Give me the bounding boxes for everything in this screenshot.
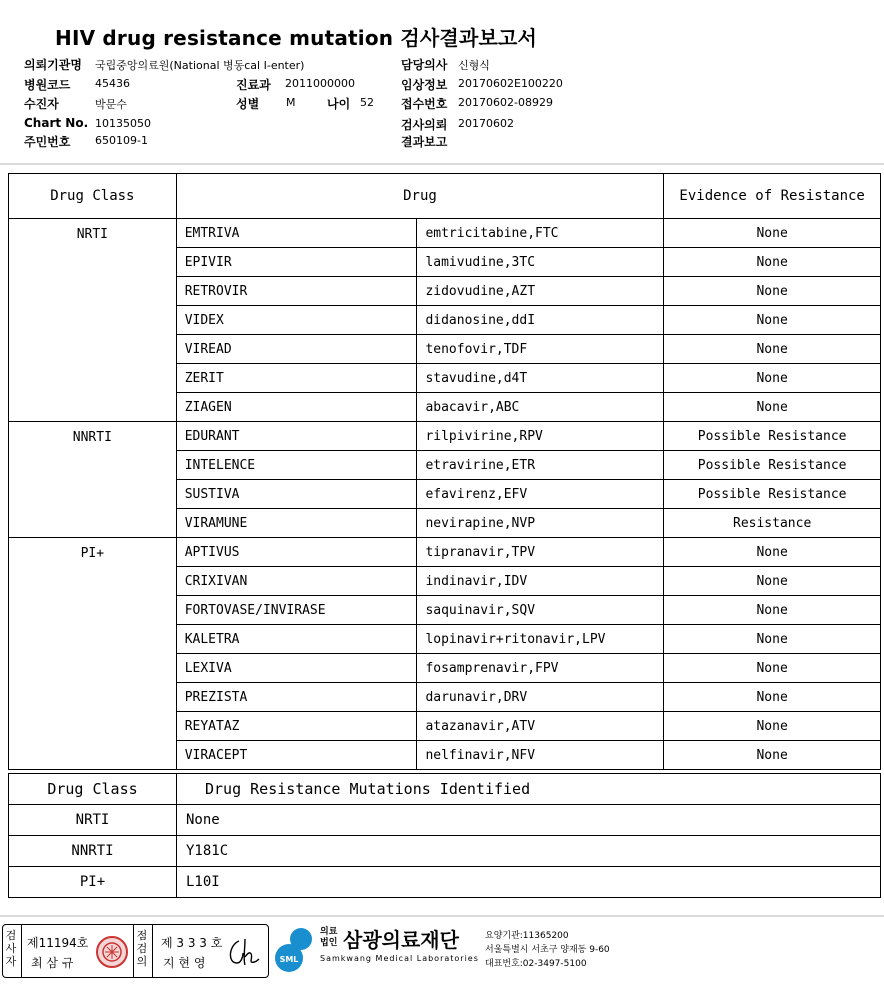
age-label: 나이 [327,97,351,111]
examiner-license: 제11194호 [27,936,89,950]
evidence-cell: Possible Resistance [664,422,881,451]
drug-class-cell: NNRTI [9,422,177,538]
generic-name-cell: nevirapine,NVP [417,509,664,538]
brand-name-cell: VIRAMUNE [176,509,417,538]
generic-name-cell: emtricitabine,FTC [417,219,664,248]
generic-name-cell: atazanavir,ATV [417,712,664,741]
org-prefix [320,927,337,949]
doctor-value: 신형식 [458,59,490,72]
brand-name-cell: VIDEX [176,306,417,335]
signature-icon [225,935,261,969]
evidence-cell: Possible Resistance [664,480,881,509]
generic-name-cell: stavudine,d4T [417,364,664,393]
generic-name-cell: etravirine,ETR [417,451,664,480]
mutation-drug-class-cell: NRTI [9,805,177,836]
brand-name-cell: FORTOVASE/INVIRASE [176,596,417,625]
resident-value: 650109-1 [95,134,148,147]
examiner-vertical-label: 검사자 [5,929,17,968]
brand-name-cell: VIRACEPT [176,741,417,770]
generic-name-cell: rilpivirine,RPV [417,422,664,451]
patient-label: 수진자 [24,97,59,111]
chart-label: Chart No. [24,116,89,130]
sex-value: M [286,96,296,109]
evidence-cell: None [664,277,881,306]
report-footer [0,917,884,988]
generic-name-cell: didanosine,ddI [417,306,664,335]
evidence-cell: None [664,625,881,654]
drug-row [9,538,881,567]
evidence-cell: None [664,712,881,741]
clinical-label: 임상정보 [401,78,448,92]
drug-class-header: Drug Class [9,174,177,219]
sml-logo-icon [271,925,315,975]
generic-name-cell: efavirenz,EFV [417,480,664,509]
brand-name-cell: PREZISTA [176,683,417,712]
evidence-header: Evidence of Resistance [664,174,881,219]
brand-name-cell: INTELENCE [176,451,417,480]
org-english-name: Samkwang Medical Laboratories [320,954,479,963]
mutations-header: Drug Resistance Mutations Identified [177,774,881,805]
org-address: 서울특별시 서초구 양재동 9-60 [485,945,610,955]
drug-row [9,219,881,248]
evidence-cell: None [664,654,881,683]
mutation-row [9,867,881,898]
org-phone: 대표번호:02-3497-5100 [485,959,587,969]
brand-name-cell: REYATAZ [176,712,417,741]
brand-name-cell: EMTRIVA [176,219,417,248]
report-header [0,0,884,164]
brand-name-cell: VIREAD [176,335,417,364]
mutation-table [8,773,881,898]
evidence-cell: None [664,306,881,335]
generic-name-cell: tipranavir,TPV [417,538,664,567]
brand-name-cell: EDURANT [176,422,417,451]
evidence-cell: None [664,741,881,770]
mutations-cell: L10I [177,867,881,898]
generic-name-cell: tenofovir,TDF [417,335,664,364]
request-value: 20170602 [458,117,514,130]
brand-name-cell: LEXIVA [176,654,417,683]
evidence-cell: None [664,683,881,712]
mutation-drug-class-cell: PI+ [9,867,177,898]
brand-name-cell: KALETRA [176,625,417,654]
evidence-cell: None [664,335,881,364]
hospital-code-label: 병원코드 [24,78,71,92]
hospital-code-value: 45436 [95,77,130,90]
brand-name-cell: SUSTIVA [176,480,417,509]
checker-name: 지 현 영 [163,956,206,970]
institution-value: 국립중앙의료원(National 병동cal I-enter) [95,59,305,72]
resistance-table [8,173,881,770]
checker-license: 제 3 3 3 호 [161,936,223,950]
institution-label: 의뢰기관명 [24,58,82,72]
evidence-cell: Resistance [664,509,881,538]
mutation-row [9,836,881,867]
brand-name-cell: RETROVIR [176,277,417,306]
chart-value: 10135050 [95,117,151,130]
logo-text: SML [279,955,299,964]
mutation-table-header [9,774,881,805]
clinical-value: 20170602E100220 [458,77,563,90]
drug-class-cell: PI+ [9,538,177,770]
evidence-cell: None [664,219,881,248]
mutation-drug-class-cell: NNRTI [9,836,177,867]
mutations-cell: Y181C [177,836,881,867]
evidence-cell: None [664,596,881,625]
patient-value: 박문수 [95,98,127,111]
evidence-cell: None [664,364,881,393]
mutations-cell: None [177,805,881,836]
generic-name-cell: zidovudine,AZT [417,277,664,306]
drug-row [9,422,881,451]
generic-name-cell: lopinavir+ritonavir,LPV [417,625,664,654]
generic-name-cell: darunavir,DRV [417,683,664,712]
report-title: HIV drug resistance mutation 검사결과보고서 [55,26,538,50]
drug-header: Drug [176,174,664,219]
generic-name-cell: nelfinavir,NFV [417,741,664,770]
org-prefix-top: 의료 [320,927,338,937]
resistance-table-header [9,174,881,219]
brand-name-cell: ZIAGEN [176,393,417,422]
dept-label: 진료과 [236,78,271,92]
result-label: 결과보고 [401,135,448,149]
brand-name-cell: EPIVIR [176,248,417,277]
evidence-cell: None [664,567,881,596]
evidence-cell: None [664,248,881,277]
dept-value: 2011000000 [285,77,355,90]
evidence-cell: Possible Resistance [664,451,881,480]
brand-name-cell: CRIXIVAN [176,567,417,596]
org-prefix-bottom: 법인 [320,938,338,948]
examiner-name: 최 삼 규 [31,956,74,970]
receipt-value: 20170602-08929 [458,96,553,109]
org-name: 삼광의료재단 [343,928,459,952]
checker-vertical-label: 점검의 [136,929,148,968]
request-label: 검사의뢰 [401,118,448,132]
evidence-cell: None [664,538,881,567]
brand-name-cell: ZERIT [176,364,417,393]
evidence-cell: None [664,393,881,422]
official-seal-icon [95,935,129,969]
age-value: 52 [360,96,374,109]
generic-name-cell: fosamprenavir,FPV [417,654,664,683]
signature-box [2,924,269,978]
mutation-drug-class-header: Drug Class [9,774,177,805]
drug-class-cell: NRTI [9,219,177,422]
generic-name-cell: indinavir,IDV [417,567,664,596]
care-code: 요양기관:11365200 [485,931,569,941]
resident-label: 주민번호 [24,135,71,149]
generic-name-cell: abacavir,ABC [417,393,664,422]
mutation-row [9,805,881,836]
generic-name-cell: saquinavir,SQV [417,596,664,625]
brand-name-cell: APTIVUS [176,538,417,567]
receipt-label: 접수번호 [401,97,448,111]
sex-label: 성별 [236,97,260,111]
doctor-label: 담당의사 [401,58,448,72]
header-divider [0,163,884,165]
generic-name-cell: lamivudine,3TC [417,248,664,277]
